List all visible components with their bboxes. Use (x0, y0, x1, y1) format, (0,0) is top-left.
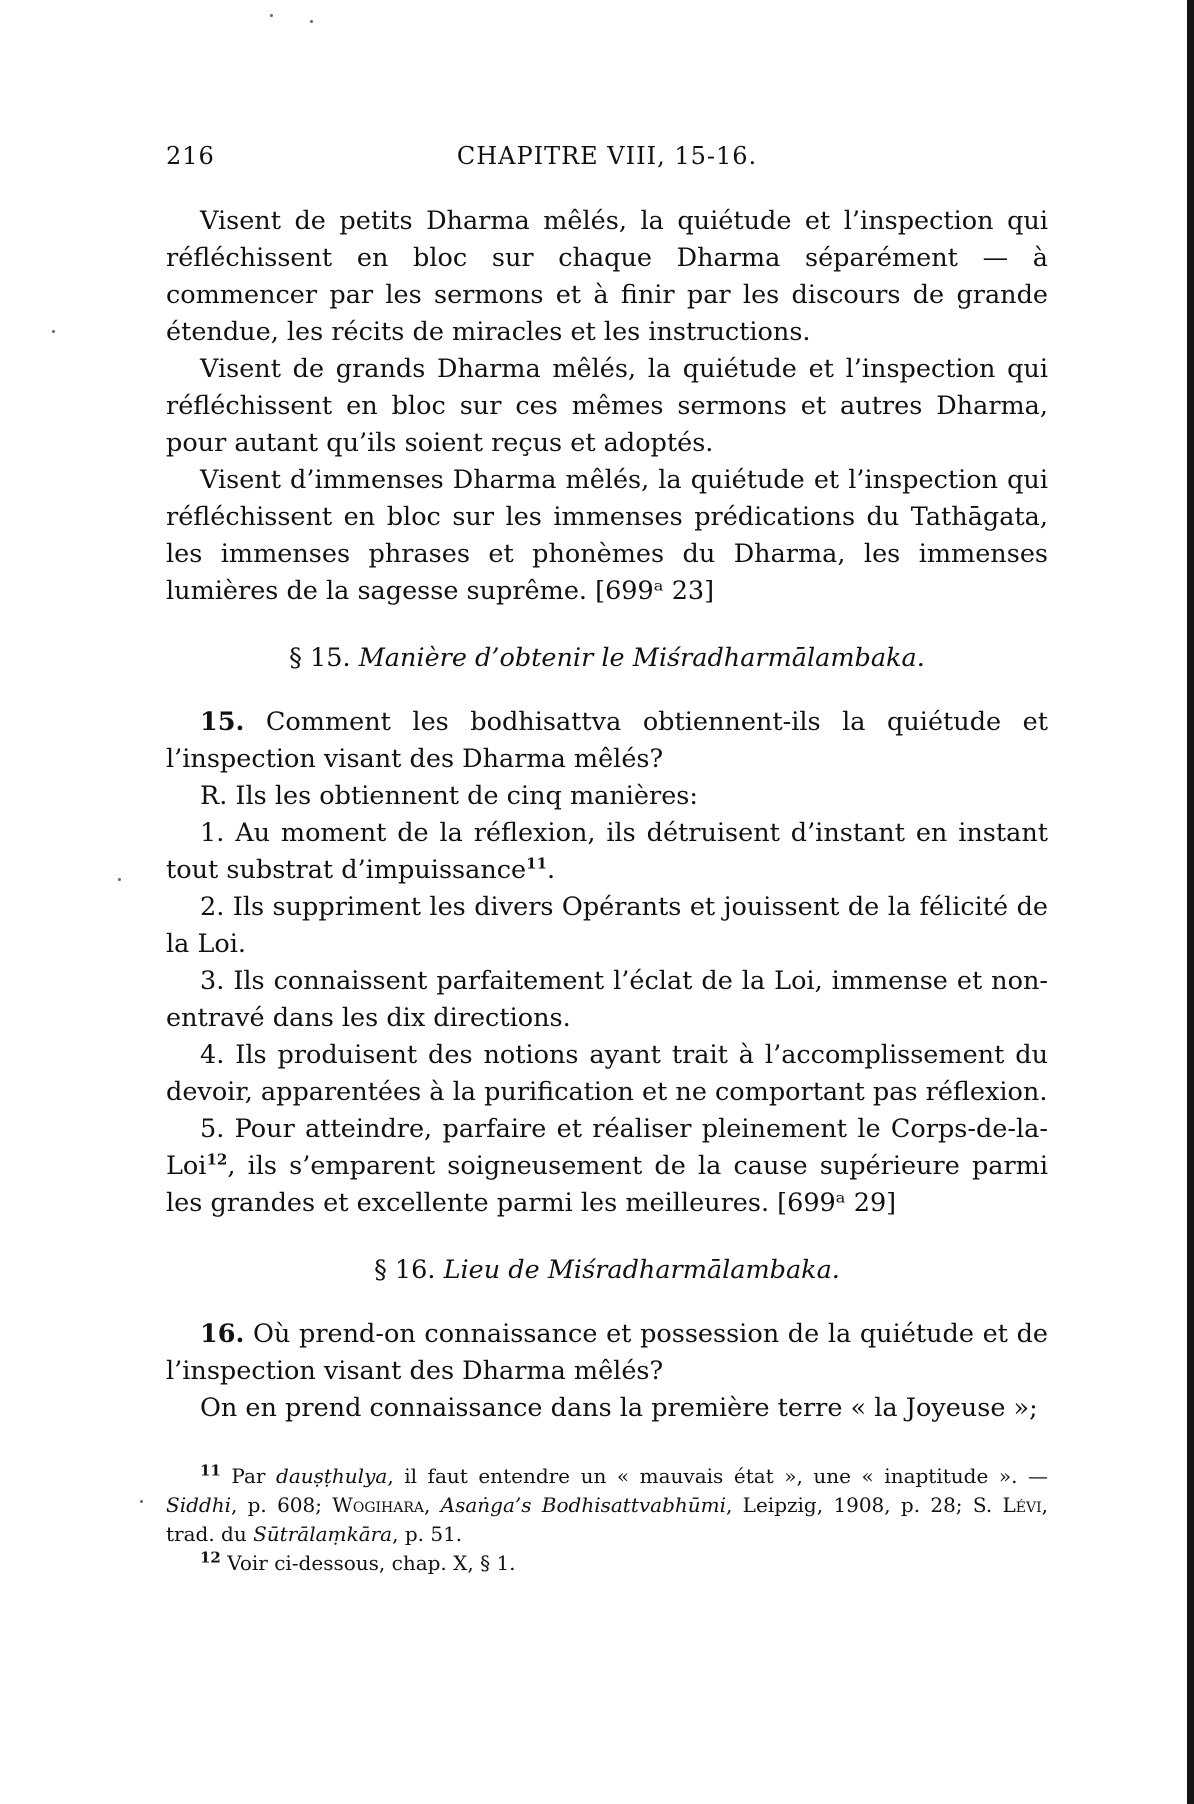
section-title: Lieu de Miśradharmālambaka. (443, 1255, 840, 1285)
footnote-text: , (424, 1493, 441, 1517)
footnote-term: dauṣṭhulya (276, 1464, 388, 1488)
section-heading-16 (166, 1252, 1048, 1289)
question-number: 16. (200, 1319, 245, 1349)
footnote-ref: 12 (206, 1150, 228, 1169)
footnote-text: , trad. du (166, 1493, 1048, 1546)
answer-intro: R. Ils les obtiennent de cinq manières: (200, 781, 698, 811)
footnote-text: , p. 51. (392, 1522, 463, 1546)
footnote-text: Par (220, 1464, 277, 1488)
footnote-12 (166, 1549, 1048, 1578)
section-heading-15 (166, 640, 1048, 677)
list-item-text: . (547, 855, 556, 885)
list-item-text: 5. Pour atteindre, parfaire et réaliser pleinement le Corps-de-la-Loi (166, 1114, 1048, 1181)
question-text: Comment les bodhisattva obtiennent-ils la quiétude et l’inspection visant des Dharma mêlés? (166, 707, 1048, 774)
footnote-11 (166, 1462, 1048, 1549)
footnote-title: Sūtrālaṃkāra (253, 1522, 393, 1546)
footnote-text: , p. 608; (230, 1493, 333, 1517)
question-number: 15. (200, 707, 245, 737)
footnote-author: S. Lévi (972, 1493, 1042, 1517)
page-number: 216 (166, 142, 215, 170)
list-item (166, 1111, 1048, 1222)
list-item-text: , ils s’emparent soigneusement de la cause supérieure parmi les grandes et excellente parmi les meilleures. [699ᵃ 29] (166, 1151, 1048, 1218)
footnote-marker: 12 (200, 1548, 221, 1567)
footnote-marker: 11 (200, 1461, 221, 1480)
footnotes (166, 1462, 1048, 1578)
footnote-title: Siddhi (166, 1493, 231, 1517)
question-15 (166, 704, 1048, 778)
footnote-text: Voir ci-dessous, chap. X, § 1. (220, 1551, 516, 1575)
paragraph: Visent d’immenses Dharma mêlés, la quiétude et l’inspection qui réfléchissent en bloc sur les immenses prédications du Tathāgata, les immenses phrases et phonèmes du Dharma, les immenses lumières de la sagesse suprême. [699ᵃ 23] (166, 465, 1048, 606)
footnote-text: , il faut entendre un « mauvais état », une « inaptitude ». — (387, 1464, 1048, 1488)
section-title: Manière d’obtenir le Miśradharmālambaka. (358, 643, 925, 673)
list-item: 3. Ils connaissent parfaitement l’éclat de la Loi, immense et non-entravé dans les dix directions. (166, 966, 1048, 1033)
list-item: 4. Ils produisent des notions ayant trait à l’accomplissement du devoir, apparentées à la purification et ne comportant pas réflexion. (166, 1040, 1048, 1107)
paragraph: Visent de grands Dharma mêlés, la quiétude et l’inspection qui réfléchissent en bloc sur ces mêmes sermons et autres Dharma, pour autant qu’ils soient reçus et adoptés. (166, 354, 1048, 458)
section-prefix: § 16. (374, 1255, 436, 1285)
paragraph: Visent de petits Dharma mêlés, la quiétude et l’inspection qui réfléchissent en bloc sur chaque Dharma séparément — à commencer par les sermons et à finir par les discours de grande étendue, les récits de miracles et les instructions. (166, 206, 1048, 347)
list-item (166, 815, 1048, 889)
chapter-title: CHAPITRE VIII, 15-16. (456, 142, 758, 170)
footnote-author: Wogihara (332, 1493, 424, 1517)
section-prefix: § 15. (289, 643, 351, 673)
question-16 (166, 1316, 1048, 1390)
running-head (166, 142, 1048, 182)
list-item-text: 1. Au moment de la réflexion, ils détruisent d’instant en instant tout substrat d’impuissance (166, 818, 1048, 885)
footnote-ref: 11 (526, 854, 548, 873)
question-text: Où prend-on connaissance et possession de la quiétude et de l’inspection visant des Dharma mêlés? (166, 1319, 1048, 1386)
list-item: 2. Ils suppriment les divers Opérants et jouissent de la félicité de la Loi. (166, 892, 1048, 959)
body-text (166, 203, 1048, 1427)
footnote-title: Asaṅga’s Bodhisattvabhūmi (440, 1493, 727, 1517)
answer-16: On en prend connaissance dans la première terre « la Joyeuse »; (200, 1393, 1038, 1423)
footnote-text: , Leipzig, 1908, p. 28; (726, 1493, 973, 1517)
